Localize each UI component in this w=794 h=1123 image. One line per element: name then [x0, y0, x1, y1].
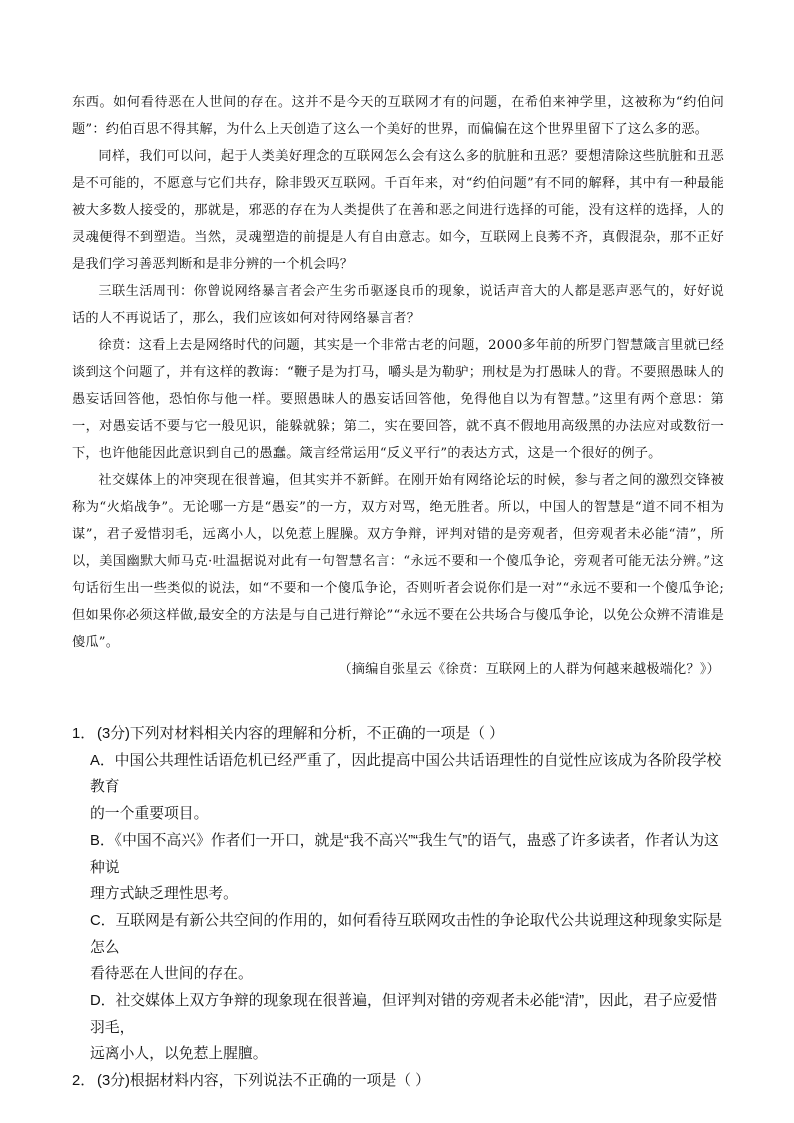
article-paragraph: 同样，我们可以问，起于人类美好理念的互联网怎么会有这么多的肮脏和丑恶？要想清除这些肮脏和丑恶是不可能的，不愿意与它们共存，除非毁灭互联网。千百年来，对“约伯问题”有不同的解释，其中有一种最能被大多数人接受的，那就是，邪恶的存在为人类提供了在善和恶之间进行选择的可能，没有这样的选择，人的灵魂便得不到塑造。当然，灵魂塑造的前提是人有自由意志。如今，互联网上良莠不齐，真假混杂，那不正好是我们学习善恶判断和是非分辨的一个机会吗？ [72, 149, 724, 272]
option-text-continued: 看待恶在人世间的存在。 [90, 966, 253, 983]
article-paragraph: 东西。如何看待恶在人世间的存在。这并不是今天的互联网才有的问题，在希伯来神学里，这被称为“约伯问题”：约伯百思不得其解，为什么上天创造了这么一个美好的世界，而偏偏在这个世界里留下了这么多的恶。 [72, 95, 724, 137]
option-text-continued: 理方式缺乏理性思考。 [90, 886, 238, 903]
article-body [72, 89, 724, 683]
question-text: (3分)下列对材料相关内容的理解和分析，不正确的一项是（ ） [97, 726, 504, 742]
answer-option-d[interactable] [72, 988, 724, 1068]
option-text: C．互联网是有新公共空间的作用的，如何看待互联网攻击性的争论取代公共说理这种现象实际是怎么 [90, 912, 723, 956]
question-stem [72, 721, 724, 748]
option-text: A．中国公共理性话语危机已经严重了，因此提高中国公共话语理性的自觉性应该成为各阶段学校教育 [90, 752, 722, 796]
question-item [72, 721, 724, 1068]
article-paragraph: 徐贲：这看上去是网络时代的问题，其实是一个非常古老的问题，2000多年前的所罗门智慧箴言里就已经谈到这个问题了，并有这样的教诲：“鞭子是为打马，嚼头是为勒驴；刑杖是为打愚昧人的背。不要照愚昧人的愚妄话回答他，恐怕你与他一样。要照愚昧人的愚妄话回答他，免得他自以为有智慧。”这里有两个意思：第一，对愚妄话不要与它一般见识，能躲就躲；第二，实在要回答，就不真不假地用高级黑的办法应对或数衍一下，也许他能因此意识到自己的愚蠢。箴言经常运用“反义平行”的表达方式，这是一个很好的例子。 [72, 338, 724, 461]
question-section [72, 721, 724, 1095]
answer-option-c[interactable] [72, 908, 724, 988]
answer-option-a[interactable] [72, 748, 724, 828]
question-text: (3分)根据材料内容，下列说法不正确的一项是（ ） [97, 1073, 430, 1090]
question-stem [72, 1068, 724, 1095]
option-text-continued: 的一个重要项目。 [90, 806, 209, 823]
question-number: 1． [72, 726, 96, 742]
article-paragraph: 社交媒体上的冲突现在很普遍，但其实并不新鲜。在刚开始有网络论坛的时候，参与者之间的激烈交锋被称为“火焰战争”。无论哪一方是“愚妄”的一方，双方对骂，绝无胜者。所以，中国人的智慧是“道不同不相为谋”，君子爱惜羽毛，远离小人，以免惹上腥臊。双方争辩，评判对错的是旁观者，但旁观者未必能“清”，所以，美国幽默大师马克·吐温据说对此有一句智慧名言：“永远不要和一个傻瓜争论，旁观者可能无法分辨。”这句话衍生出一些类似的说法，如“不要和一个傻瓜争论，否则听者会说你们是一对”“永远不要和一个傻瓜争论;但如果你必须这样做,最安全的方法是与自己进行辩论”“永远不要在公共场合与傻瓜争论，以免公众辨不清谁是傻瓜”。 [72, 473, 724, 650]
option-text: D．社交媒体上双方争辩的现象现在很普遍，但评判对错的旁观者未必能“清”，因此，君子应爱惜羽毛， [90, 993, 718, 1036]
article-citation: （摘编自张星云《徐贲：互联网上的人群为何越来越极端化？》） [338, 662, 720, 677]
option-text: B．《中国不高兴》作者们一开口，就是“我不高兴”“我生气”的语气，蛊惑了许多读者，作者认为这种说 [90, 832, 719, 876]
article-paragraph: 三联生活周刊：你曾说网络暴言者会产生劣币驱逐良币的现象，说话声音大的人都是恶声恶气的，好好说话的人不再说话了，那么，我们应该如何对待网络暴言者？ [72, 284, 724, 326]
question-item [72, 1068, 724, 1095]
answer-option-b[interactable] [72, 828, 724, 908]
question-number: 2． [72, 1073, 96, 1090]
option-text-continued: 远离小人，以免惹上腥膻。 [90, 1046, 268, 1063]
